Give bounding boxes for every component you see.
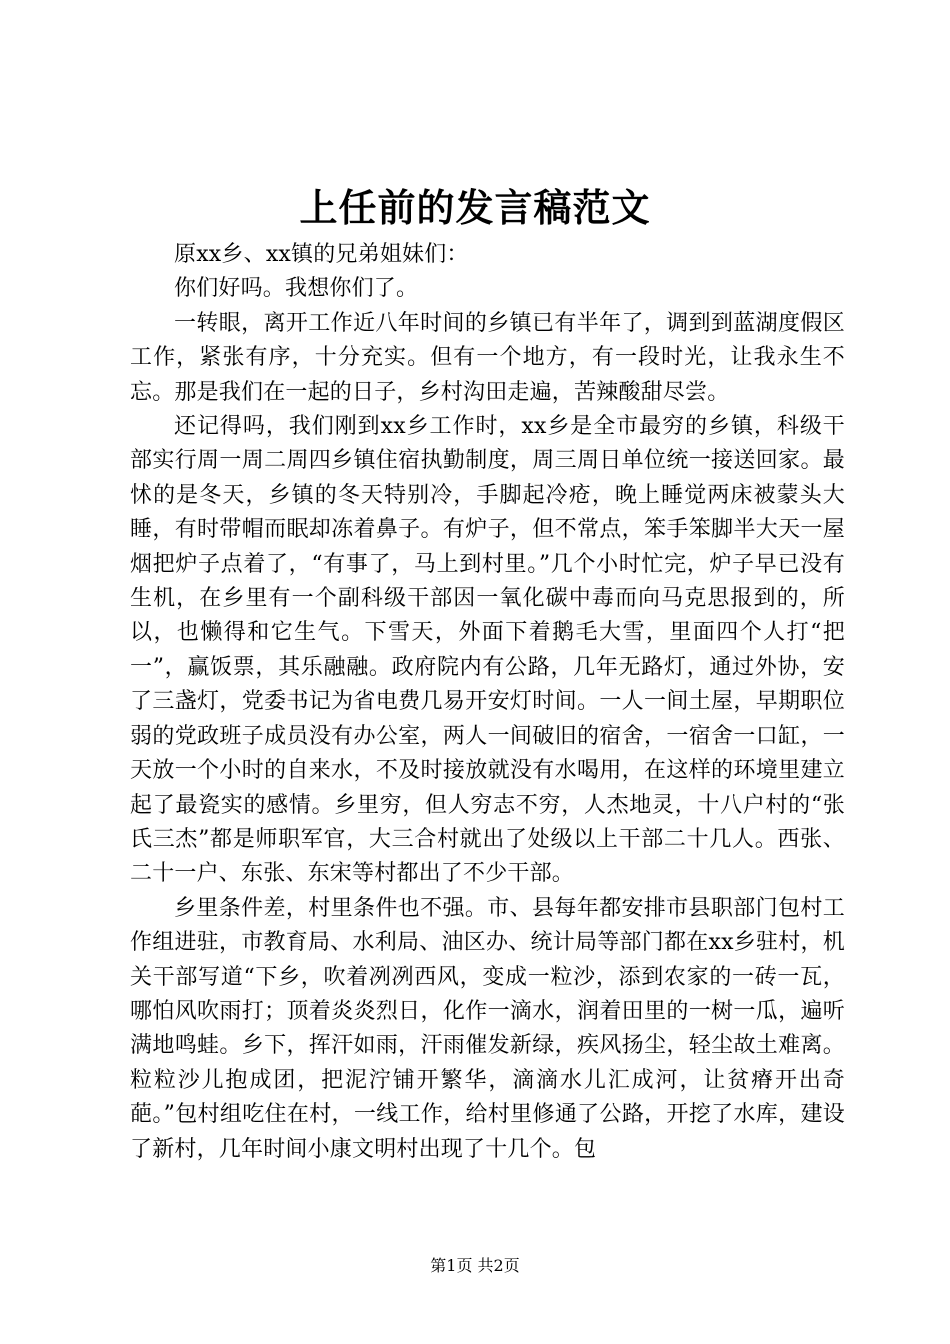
document-body [130,238,845,1167]
paragraph-intro: 一转眼，离开工作近八年时间的乡镇已有半年了，调到到蓝湖度假区工作，紧张有序，十分充实。但有一个地方，有一段时光，让我永生不忘。那是我们在一起的日子，乡村沟田走遍，苦辣酸甜尽尝。 [130,310,845,405]
paragraph-greeting: 原xx乡、xx镇的兄弟姐妹们： [174,242,469,267]
paragraph-hello: 你们好吗。我想你们了。 [174,276,419,302]
paragraph-village: 乡里条件差，村里条件也不强。市、县每年都安排市县职部门包村工作组进驻，市教育局、水利局、油区办、统计局等部门都在xx乡驻村，机关干部写道“下乡，吹着冽冽西风，变成一粒沙，添到农家的一砖一瓦，哪怕风吹雨打；顶着炎炎烈日，化作一滴水，润着田里的一树一瓜，遍听满地鸣蛙。乡下，挥汗如雨，汗雨催发新绿，疾风扬尘，轻尘故土难离。粒粒沙儿抱成团，把泥泞铺开繁华，滴滴水儿汇成河，让贫瘠开出奇葩。”包村组吃住在村，一线工作，给村里修通了公路，开挖了水库，建设了新村，几年时间小康文明村出现了十几个。包 [130,895,845,1162]
document-title: 上任前的发言稿范文 [299,186,651,230]
paragraph-memories: 还记得吗，我们刚到xx乡工作时，xx乡是全市最穷的乡镇，科级干部实行周一周二周四乡镇住宿执勤制度，周三周日单位统一接送回家。最怵的是冬天，乡镇的冬天特别冷，手脚起冷疮，晚上睡觉两床被蒙头大睡，有时带帽而眠却冻着鼻子。有炉子，但不常点，笨手笨脚半大天一屋烟把炉子点着了，“有事了，马上到村里。”几个小时忙完，炉子早已没有生机，在乡里有一个副科级干部因一氧化碳中毒而向马克思报到的，所以，也懒得和它生气。下雪天，外面下着鹅毛大雪，里面四个人打“把一”，赢饭票，其乐融融。政府院内有公路，几年无路灯，通过外协，安了三盏灯，党委书记为省电费几易开安灯时间。一人一间土屋，早期职位弱的党政班子成员没有办公室，两人一间破旧的宿舍，一宿舍一口缸，一天放一个小时的自来水，不及时接放就没有水喝用，在这样的环境里建立起了最瓷实的感情。乡里穷，但人穷志不穷，人杰地灵，十八户村的“张氏三杰”都是师职军官，大三合村就出了处级以上干部二十几人。西张、二十一户、东张、东宋等村都出了不少干部。 [130,414,845,887]
page-number-footer: 第1页 共2页 [430,1256,520,1275]
